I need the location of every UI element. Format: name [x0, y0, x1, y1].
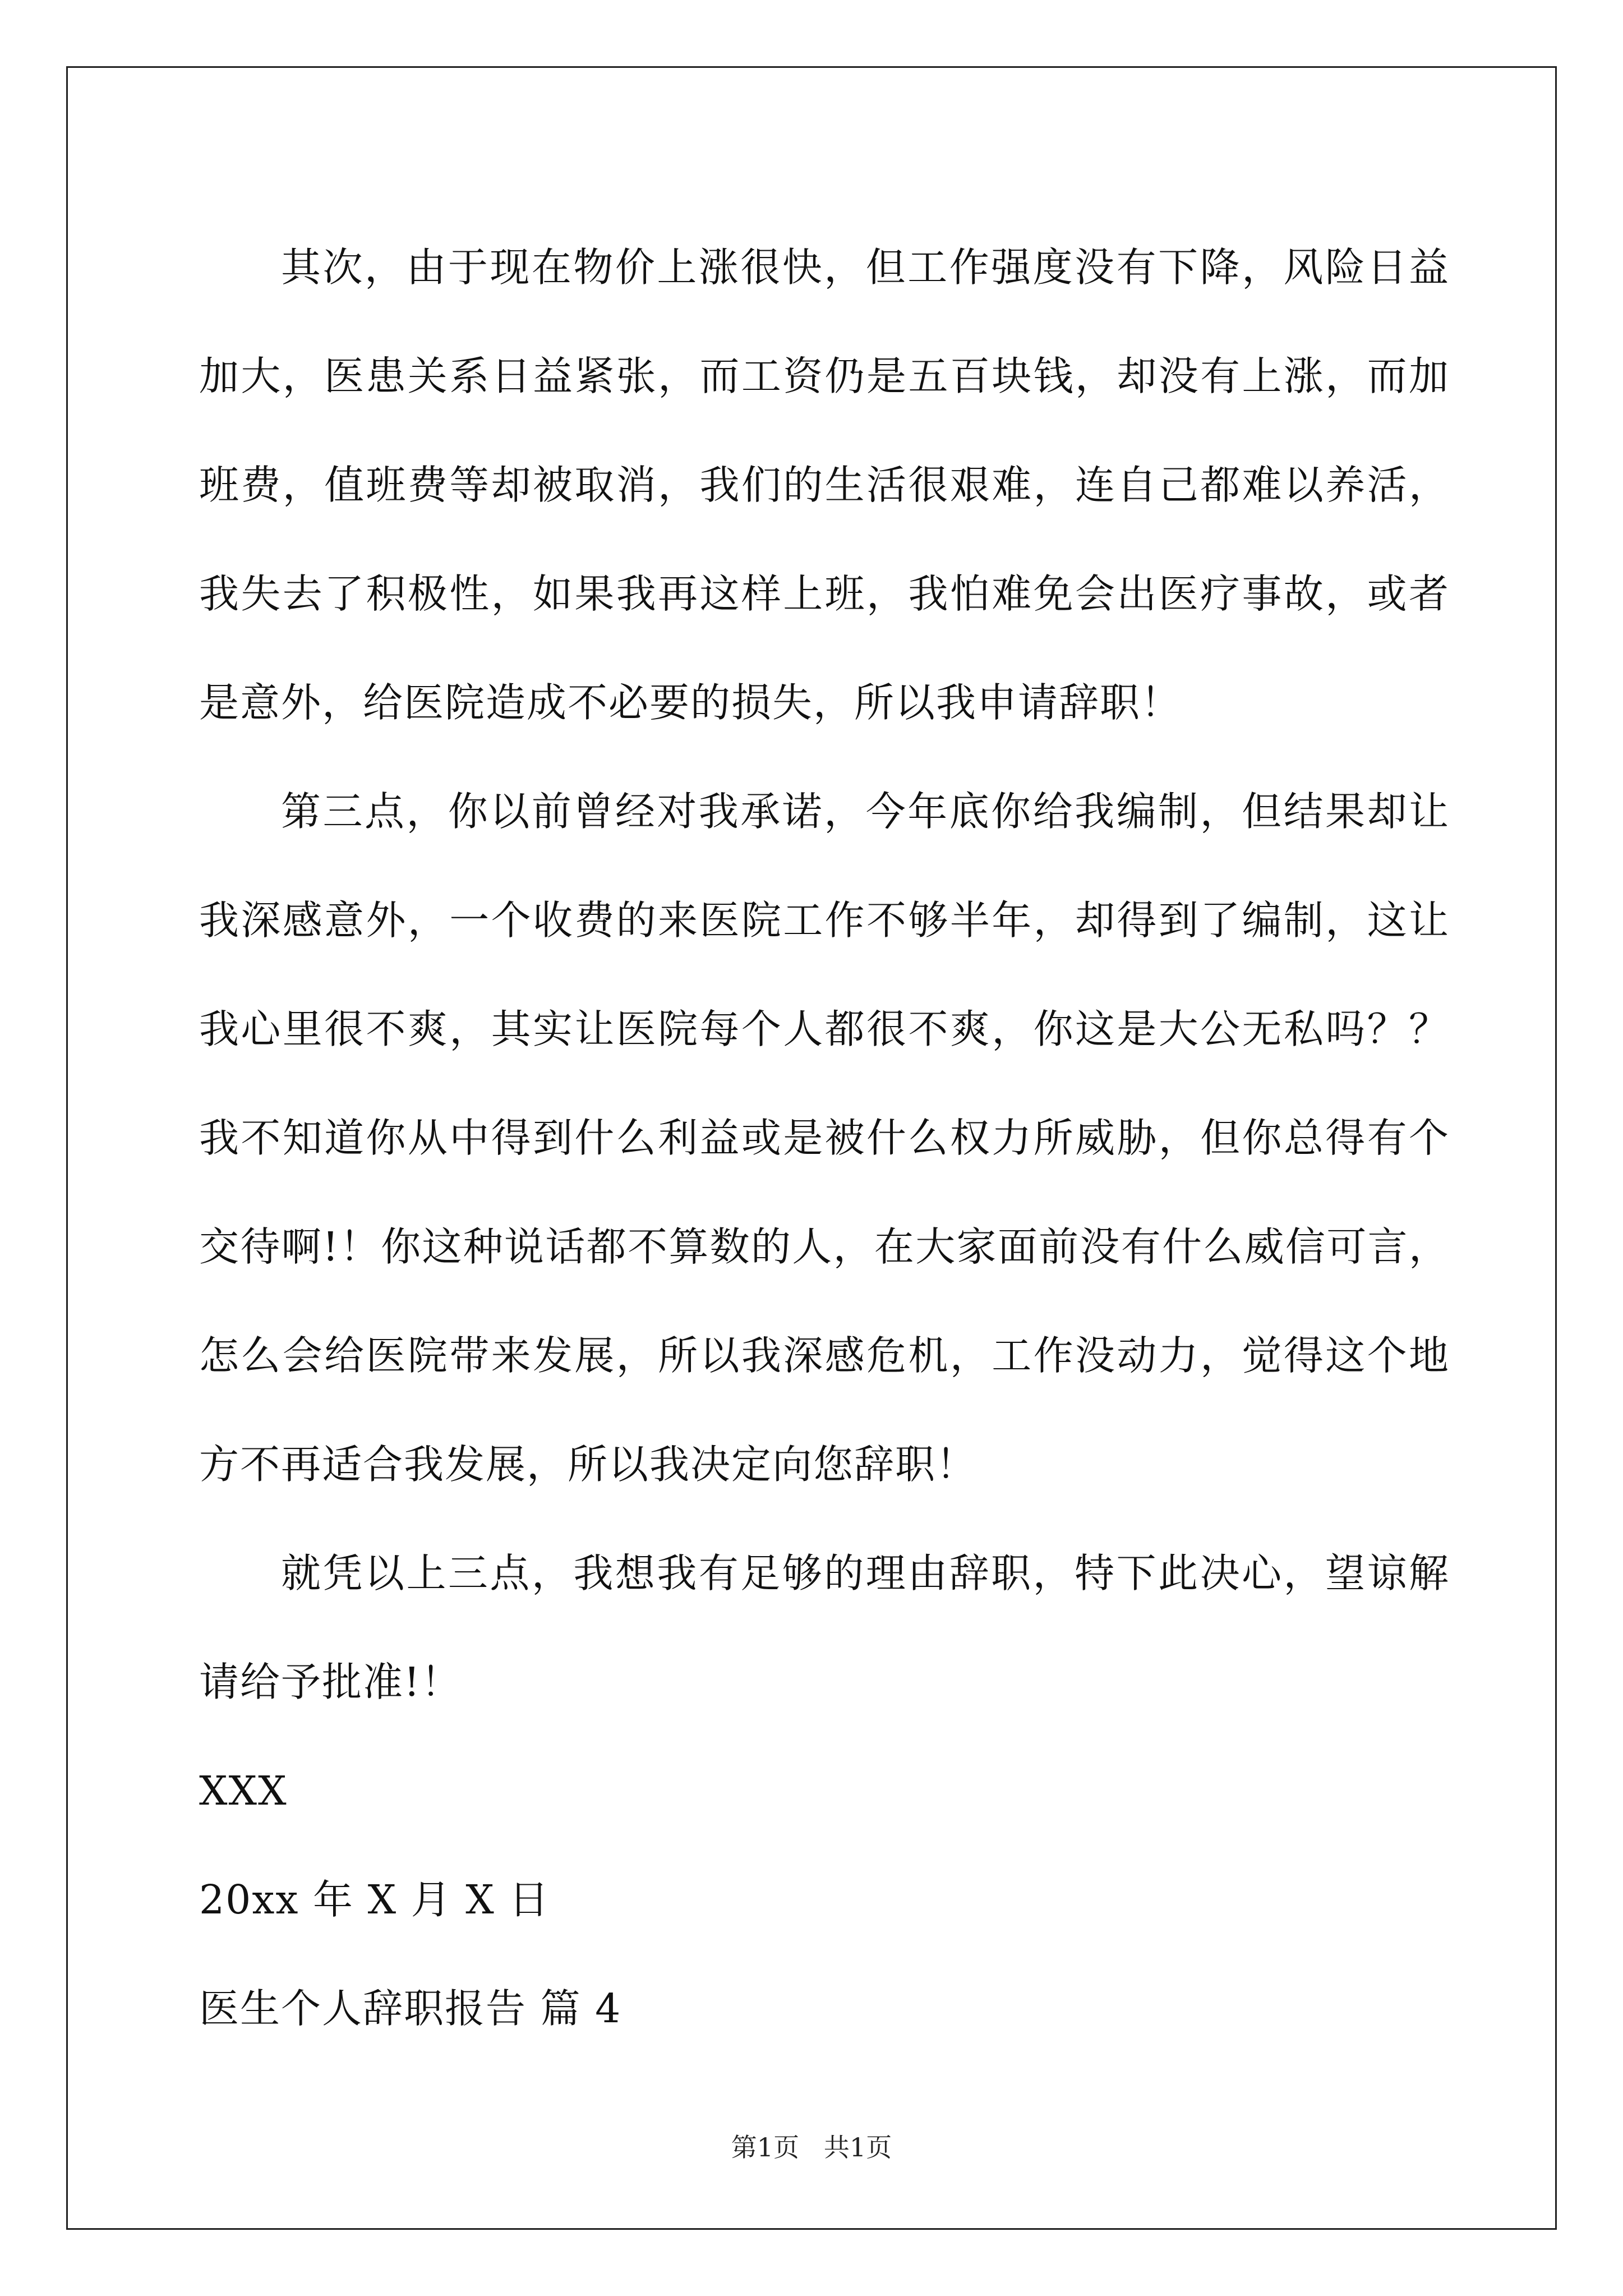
- signature: XXX: [199, 1768, 288, 1814]
- document-body: [199, 213, 1450, 2063]
- date-line: 20xx 年 X 月 X 日: [199, 1876, 550, 1923]
- next-section-heading: 医生个人辞职报告 篇 4: [199, 1985, 622, 2032]
- paragraph-conclusion: 就凭以上三点，我想我有足够的理由辞职，特下此决心，望谅解请给予批准!！: [199, 1550, 1450, 1705]
- page-footer: 第1页 共1页: [731, 2132, 892, 2162]
- paragraph-third-reason: 第三点，你以前曾经对我承诺，今年底你给我编制，但结果却让我深感意外，一个收费的来医院工作不够半年，却得到了编制，这让我心里很不爽，其实让医院每个人都很不爽，你这是大公无私吗？？我不知道你从中得到什么利益或是被什么权力所威胁，但你总得有个交待啊!！你这种说话都不算数的人，在大家面前没有什么威信可言，怎么会给医院带来发展，所以我深感危机，工作没动力，觉得这个地方不再适合我发展，所以我决定向您辞职！: [199, 788, 1450, 1488]
- paragraph-second-reason: 其次，由于现在物价上涨很快，但工作强度没有下降，风险日益加大，医患关系日益紧张，而工资仍是五百块钱，却没有上涨，而加班费，值班费等却被取消，我们的生活很艰难，连自己都难以养活，我失去了积极性，如果我再这样上班，我怕难免会出医疗事故，或者是意外，给医院造成不必要的损失，所以我申请辞职！: [199, 244, 1450, 726]
